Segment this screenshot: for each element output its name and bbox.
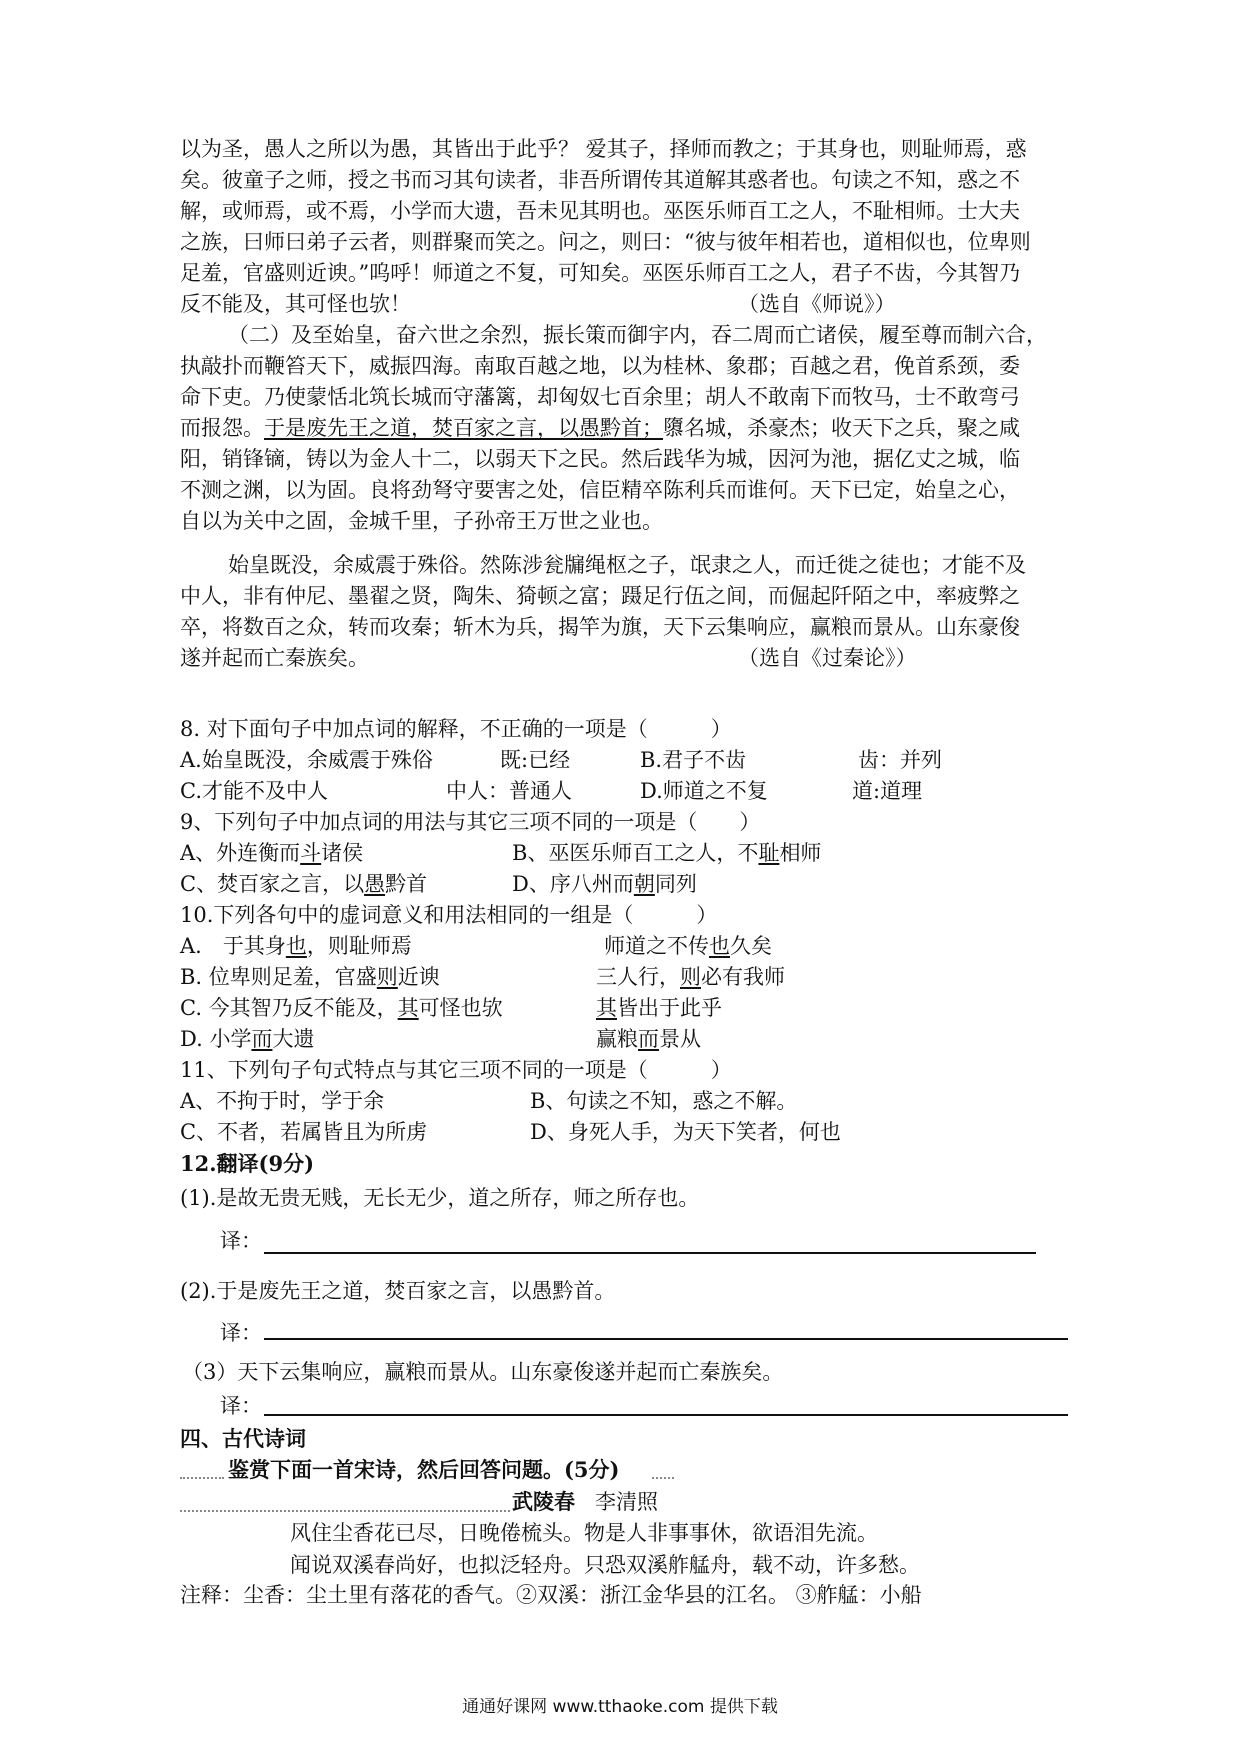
text-run: 景从 xyxy=(659,1027,701,1051)
option-b-explanation: 齿：并列 xyxy=(858,748,942,772)
passage-line: （二）及至始皇，奋六世之余烈，振长策而御宇内，吞二周而亡诸侯，履至尊而制六合， xyxy=(228,323,1047,347)
passage-line: 之族，曰师曰弟子云者，则群聚而笑之。问之，则曰：“彼与彼年相若也，道相似也，位卑则 xyxy=(180,230,1031,254)
marked-word: 而 xyxy=(638,1027,659,1051)
passage-line: 遂并起而亡秦族矣。 xyxy=(180,646,369,670)
text-run: 三人行， xyxy=(596,965,680,989)
passage-line xyxy=(180,413,1020,444)
text-run: 而报怨。 xyxy=(180,416,264,440)
passage-line: 解，或师焉，或不焉，小学而大遗，吾未见其明也。巫医乐师百工之人，不耻相师。士大夫 xyxy=(180,199,1020,223)
marked-word: 则 xyxy=(376,965,398,989)
translation-sentence-2: (2).于是废先王之道，焚百家之言，以愚黔首。 xyxy=(180,1279,616,1303)
option-a-second xyxy=(604,931,772,962)
option-b: B.君子不齿 xyxy=(640,748,747,772)
option-b xyxy=(512,838,821,869)
passage-line: 以为圣，愚人之所以为愚，其皆出于此乎？ 爱其子，择师而教之；于其身也，则耻师焉，惑 xyxy=(180,137,1027,161)
option-c xyxy=(180,869,427,900)
question-stem: 11、下列句子句式特点与其它三项不同的一项是（ ） xyxy=(180,1058,732,1082)
marked-word: 也 xyxy=(285,934,307,958)
question-stem: 8. 对下面句子中加点词的解释，不正确的一项是（ ） xyxy=(180,717,732,741)
poem-heading xyxy=(512,1486,658,1518)
marked-word: 而 xyxy=(251,1027,273,1051)
marked-word: 愚 xyxy=(364,872,386,896)
option-d: D.师道之不复 xyxy=(640,779,768,803)
marked-word: 斗 xyxy=(300,841,322,865)
option-c: C.才能不及中人 xyxy=(180,779,328,803)
text-run: A. 于其身 xyxy=(180,934,286,958)
passage-line: 卒，将数百之众，转而攻秦；斩木为兵，揭竿为旗，天下云集响应，赢粮而景从。山东豪俊 xyxy=(180,615,1020,639)
text-run: A、外连衡而 xyxy=(180,841,301,865)
question-title: 12.翻译(9分) xyxy=(180,1151,315,1176)
option-c-first xyxy=(180,993,503,1024)
poem-author: 李清照 xyxy=(595,1490,658,1514)
option-a-explanation: 既:已经 xyxy=(500,748,571,772)
text-run: C. 今其智乃反不能及， xyxy=(180,996,398,1020)
poem-notes: 注释：尘香：尘土里有落花的香气。②双溪：浙江金华县的江名。 ③舴艋：小船 xyxy=(180,1583,922,1607)
section-instruction: 鉴赏下面一首宋诗，然后回答问题。(5分) xyxy=(228,1457,620,1482)
underlined-sentence: 于是废先王之道，焚百家之言，以愚黔首； xyxy=(264,416,663,440)
text-run: 可怪也欤 xyxy=(418,996,503,1020)
option-c: C、不者，若属皆且为所虏 xyxy=(180,1120,428,1144)
text-run: D、序八州而 xyxy=(512,872,634,896)
translation-label: 译： xyxy=(220,1229,262,1253)
answer-line-2[interactable] xyxy=(264,1338,1068,1340)
text-run: C、焚百家之言，以 xyxy=(180,872,365,896)
marked-word: 其 xyxy=(596,996,617,1020)
option-a-first xyxy=(180,931,412,962)
marked-word: 也 xyxy=(709,934,730,958)
section-title: 四、古代诗词 xyxy=(180,1426,306,1451)
text-run: 必有我师 xyxy=(701,965,785,989)
passage-line: 反不能及，其可怪也欤！ xyxy=(180,292,411,316)
poem-line-2: 闻说双溪春尚好，也拟泛轻舟。只恐双溪舴艋舟，载不动，许多愁。 xyxy=(290,1553,920,1577)
passage-line: 中人，非有仲尼、墨翟之贤，陶朱、猗顿之富；蹑足行伍之间，而倔起阡陌之中，率疲弊之 xyxy=(180,584,1020,608)
passage-line: 执敲扑而鞭笞天下，威振四海。南取百越之地，以为桂林、象郡；百越之君，俛首系颈，委 xyxy=(180,354,1020,378)
text-run: B. 位卑则足羞，官盛 xyxy=(180,965,377,989)
source-citation: （选自《师说》） xyxy=(738,292,896,316)
translation-sentence-1: (1).是故无贵无贱，无长无少，道之所存，师之所存也。 xyxy=(180,1186,700,1210)
question-stem: 10.下列各句中的虚词意义和用法相同的一组是（ ） xyxy=(180,903,718,927)
text-run: B、巫医乐师百工之人，不 xyxy=(512,841,759,865)
translation-label: 译： xyxy=(220,1394,262,1418)
passage-line: 足羞，官盛则近谀。”呜呼！师道之不复，可知矣。巫医乐师百工之人，君子不齿，今其智乃 xyxy=(180,261,1021,285)
question-stem: 9、下列句子中加点词的用法与其它三项不同的一项是（ ） xyxy=(180,810,761,834)
text-run: 相师 xyxy=(779,841,822,865)
option-a: A、不拘于时，学于余 xyxy=(180,1089,385,1113)
option-c-explanation: 中人：普通人 xyxy=(446,779,572,803)
answer-line-1[interactable] xyxy=(264,1252,1036,1254)
dotted-leader xyxy=(652,1477,674,1479)
answer-line-3[interactable] xyxy=(264,1414,1068,1416)
marked-word: 朝 xyxy=(633,872,655,896)
text-run: 近谀 xyxy=(397,965,440,989)
dotted-leader xyxy=(180,1510,510,1512)
page-footer: 通通好课网 www.tthaoke.com 提供下载 xyxy=(462,1697,778,1717)
passage-line: 自以为关中之固，金城千里，子孙帝王万世之业也。 xyxy=(180,509,663,533)
source-citation: （选自《过秦论》） xyxy=(738,646,917,670)
passage-line: 始皇既没，余威震于殊俗。然陈涉瓮牖绳枢之子，氓隶之人，而迁徙之徒也；才能不及 xyxy=(228,553,1026,577)
passage-line: 命下吏。乃使蒙恬北筑长城而守藩篱，却匈奴七百余里；胡人不敢南下而牧马，士不敢弯弓 xyxy=(180,385,1020,409)
poem-line-1: 风住尘香花已尽，日晚倦梳头。物是人非事事休，欲语泪先流。 xyxy=(290,1521,878,1545)
marked-word: 耻 xyxy=(758,841,780,865)
option-a xyxy=(180,838,363,869)
option-d-first xyxy=(180,1024,314,1055)
option-c-second xyxy=(596,993,722,1024)
text-run: 皆出于此乎 xyxy=(617,996,722,1020)
text-run: ，则耻师焉 xyxy=(306,934,412,958)
option-d xyxy=(512,869,697,900)
passage-line: 矣。彼童子之师，授之书而习其句读者，非吾所谓传其道解其惑者也。句读之不知，惑之不 xyxy=(180,168,1020,192)
text-run: 诸侯 xyxy=(321,841,364,865)
passage-line: 阳，销锋镝，铸以为金人十二，以弱天下之民。然后践华为城，因河为池，据亿丈之城，临 xyxy=(180,447,1020,471)
text-run: 久矣 xyxy=(730,934,772,958)
option-b-second xyxy=(596,962,785,993)
option-a: A.始皇既没，余威震于殊俗 xyxy=(180,748,433,772)
text-run: 隳名城，杀豪杰；收天下之兵，聚之咸 xyxy=(663,416,1020,440)
option-d-explanation: 道:道理 xyxy=(852,779,923,803)
marked-word: 则 xyxy=(680,965,701,989)
translation-label: 译： xyxy=(220,1321,262,1345)
poem-title: 武陵春 xyxy=(512,1489,575,1514)
option-b-first xyxy=(180,962,440,993)
text-run: 师道之不传 xyxy=(604,934,709,958)
passage-line: 不测之渊，以为固。良将劲弩守要害之处，信臣精卒陈利兵而谁何。天下已定，始皇之心， xyxy=(180,478,1020,502)
text-run: 同列 xyxy=(654,872,697,896)
option-b: B、句读之不知，惑之不解。 xyxy=(530,1089,798,1113)
marked-word: 其 xyxy=(397,996,419,1020)
dotted-leader xyxy=(180,1477,224,1479)
option-d-second xyxy=(596,1024,701,1055)
text-run: 赢粮 xyxy=(596,1027,638,1051)
translation-sentence-3: （3）天下云集响应，赢粮而景从。山东豪俊遂并起而亡秦族矣。 xyxy=(182,1360,784,1384)
text-run: D. 小学 xyxy=(180,1027,252,1051)
option-d: D、身死人手，为天下笑者，何也 xyxy=(530,1120,841,1144)
text-run: 黔首 xyxy=(385,872,428,896)
text-run: 大遗 xyxy=(272,1027,315,1051)
